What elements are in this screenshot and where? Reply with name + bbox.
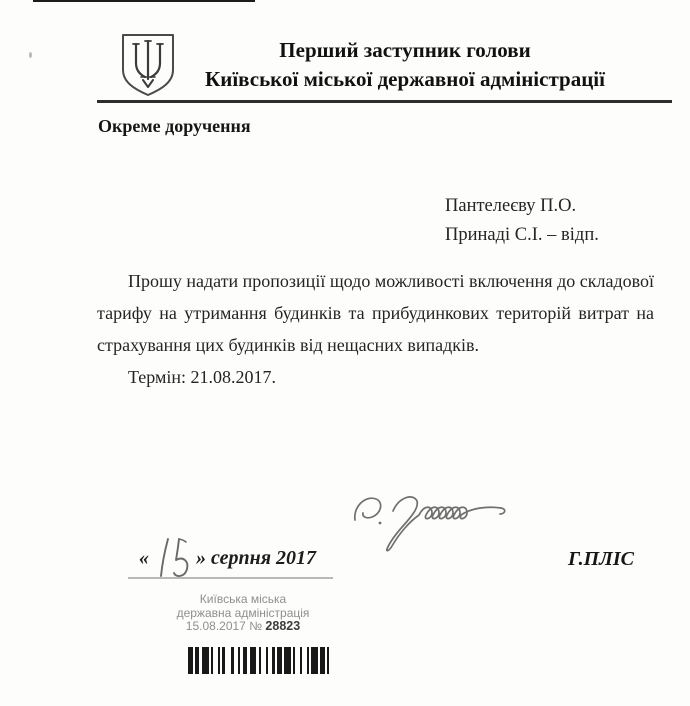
addressee-line: Принаді С.І. – відп. bbox=[445, 225, 599, 245]
letterhead-title-line2: Київської міської державної адміністрації bbox=[205, 67, 605, 91]
scan-artifact-line bbox=[33, 0, 255, 2]
registration-barcode-icon bbox=[188, 647, 334, 674]
body-line: страхування цих будинків від нещасних випадків. bbox=[97, 335, 479, 355]
registration-stamp bbox=[128, 593, 358, 634]
date-month-year: » серпня 2017 bbox=[196, 547, 317, 569]
stamp-reg-date: 15.08.2017 bbox=[185, 619, 246, 633]
scan-artifact-speck bbox=[29, 52, 32, 58]
letterhead-title bbox=[140, 36, 670, 94]
stamp-reg-number: 28823 bbox=[265, 619, 301, 633]
handwritten-day-icon bbox=[152, 536, 192, 580]
stamp-registration-line bbox=[128, 620, 358, 634]
stamp-org-line1: Київська міська bbox=[199, 592, 287, 606]
date-underline bbox=[128, 577, 333, 579]
addressee-line: Пантелеєву П.О. bbox=[445, 196, 577, 216]
stamp-org-line2: державна адміністрація bbox=[176, 605, 310, 620]
letterhead-rule bbox=[97, 100, 672, 103]
body-line: тарифу на утримання будинків та прибудинкових територій витрат на bbox=[97, 303, 654, 323]
body-paragraph bbox=[97, 265, 654, 393]
stamp-number-sign: № bbox=[249, 619, 263, 633]
letterhead-title-line1: Перший заступник голови bbox=[279, 38, 531, 62]
signature-icon bbox=[345, 487, 530, 562]
date-open-quote: « bbox=[139, 547, 149, 569]
body-line: Прошу надати пропозиції щодо можливості включення до складової bbox=[128, 271, 654, 291]
signer-name: Г.ПЛІС bbox=[568, 548, 634, 570]
deadline-line: Термін: 21.08.2017. bbox=[128, 367, 277, 387]
document-type-label: Окреме доручення bbox=[98, 116, 251, 136]
addressee-block bbox=[445, 192, 599, 250]
